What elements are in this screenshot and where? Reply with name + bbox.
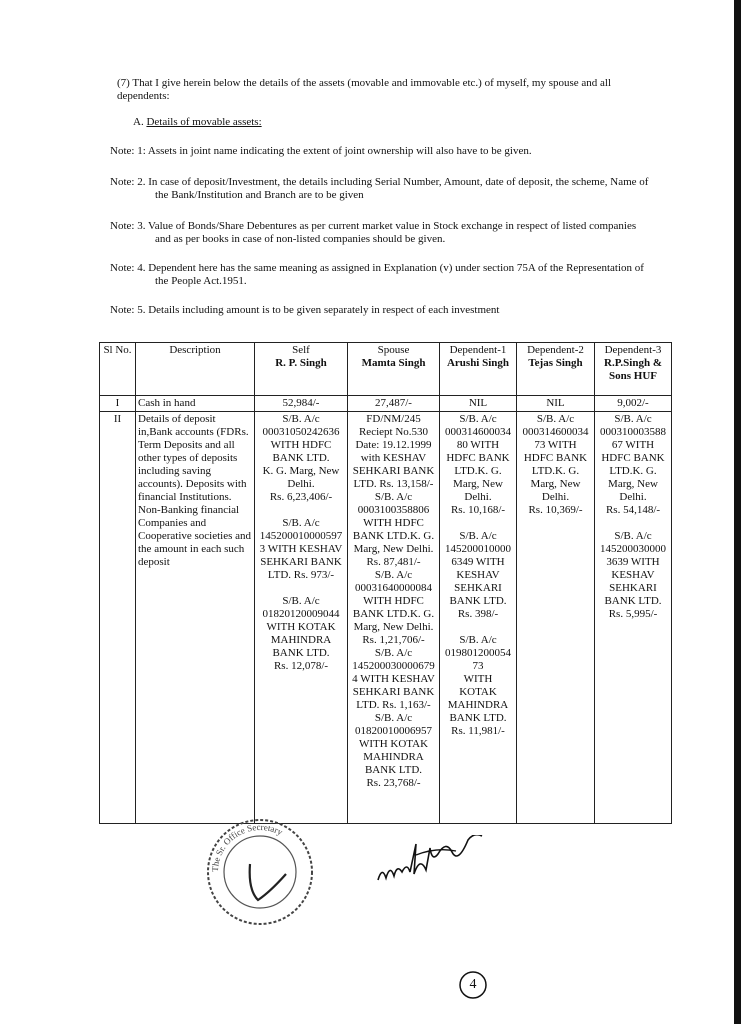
header-d1-name: Arushi Singh (446, 357, 510, 369)
note-2: Note: 2. In case of deposit/Investment, the details including Serial Number, Amount, date of deposit, the scheme, Name of the Bank/Institution and Branch are to be given (110, 176, 649, 201)
movable-assets-table (99, 342, 672, 824)
row2-dependent-3: S/B. A/c 000310003588 67 WITH HDFC BANK LTD.K. G. Marg, New Delhi. Rs. 54,148/- S/B. A/c 145200030000 3639 WITH KESHAV SEHKARI BANK LTD. Rs. 5,995/- (595, 412, 672, 824)
note-4: Note: 4. Dependent here has the same meaning as assigned in Explanation (v) under section 75A of the Representation of the People Act.1951. (110, 262, 644, 287)
svg-text:The Sr. Office Secretary (210, 822, 285, 872)
section-a-heading (133, 116, 262, 129)
row1-description: Cash in hand (136, 396, 255, 412)
page-number (458, 970, 488, 1000)
row1-dependent-1: NIL (440, 396, 517, 412)
header-dependent-3 (595, 343, 672, 396)
header-self (255, 343, 348, 396)
section-a-prefix: A. (133, 116, 147, 128)
row2-sl: II (100, 412, 136, 824)
row1-dependent-2: NIL (517, 396, 595, 412)
row2-description: Details of deposit in,Bank accounts (FDRs. Term Deposits and all other types of deposits including saving accounts). Deposits with financial Institutions. Non-Banking financial Companies and Cooperative societies and the amount in each such deposit (136, 412, 255, 824)
header-sl: Sl No. (100, 343, 136, 396)
handwritten-signature (376, 835, 496, 895)
header-d2-name: Tejas Singh (528, 357, 583, 369)
page-number-text: 4 (469, 977, 477, 992)
header-d1-label: Dependent-1 (449, 344, 507, 356)
header-description: Description (136, 343, 255, 396)
header-self-name: R. P. Singh (275, 357, 327, 369)
header-spouse-name: Mamta Singh (361, 357, 426, 369)
row1-self: 52,984/- (255, 396, 348, 412)
header-dependent-2 (517, 343, 595, 396)
header-d2-label: Dependent-2 (527, 344, 584, 356)
note-1: Note: 1: Assets in joint name indicating the extent of joint ownership will also have to be given. (110, 145, 532, 157)
header-d3-label: Dependent-3 (604, 344, 662, 356)
header-dependent-1 (440, 343, 517, 396)
row1-dependent-3: 9,002/- (595, 396, 672, 412)
row1-spouse: 27,487/- (348, 396, 440, 412)
table-header-row (100, 343, 672, 396)
row2-spouse: FD/NM/245 Reciept No.530 Date: 19.12.1999 with KESHAV SEHKARI BANK LTD. Rs. 13,158/- S/B. A/c 0003100358806 WITH HDFC BANK LTD.K. G. Marg, New Delhi. Rs. 87,481/- S/B. A/c 00031640000084 WITH HDFC BANK LTD.K. G. Marg, New Delhi. Rs. 1,21,706/- S/B. A/c 145200030000679 4 WITH KESHAV SEHKARI BANK LTD. Rs. 1,163/- S/B. A/c 01820010006957 WITH KOTAK MAHINDRA BANK LTD. Rs. 23,768/- (348, 412, 440, 824)
scan-edge (734, 0, 741, 1024)
header-spouse (348, 343, 440, 396)
note-3: Note: 3. Value of Bonds/Share Debentures as per current market value in Stock exchange in respect of listed companies and as per books in case of non-listed companies should be given. (110, 220, 637, 245)
header-d3-name: R.P.Singh & Sons HUF (604, 357, 662, 382)
note-5: Note: 5. Details including amount is to be given separately in respect of each investment (110, 304, 500, 316)
header-spouse-label: Spouse (377, 344, 410, 356)
official-seal-stamp (200, 812, 320, 927)
section-a-title: Details of movable assets: (146, 116, 262, 128)
row2-dependent-2: S/B. A/c 000314600034 73 WITH HDFC BANK LTD.K. G. Marg, New Delhi. Rs. 10,369/- (517, 412, 595, 824)
intro-paragraph: (7) That I give herein below the details of the assets (movable and immovable etc.) of myself, my spouse and all dependents: (117, 77, 612, 102)
seal-text: The Sr. Office Secretary (209, 821, 285, 873)
row2-self: S/B. A/c 00031050242636 WITH HDFC BANK LTD. K. G. Marg, New Delhi. Rs. 6,23,406/- S/B. A/c 145200010000597 3 WITH KESHAV SEHKARI BANK LTD. Rs. 973/- S/B. A/c 01820120009044 WITH KOTAK MAHINDRA BANK LTD. Rs. 12,078/- (255, 412, 348, 824)
header-self-label: Self (292, 344, 310, 356)
table-row (100, 412, 672, 824)
table-row (100, 396, 672, 412)
row1-sl: I (100, 396, 136, 412)
row2-dependent-1: S/B. A/c 000314600034 80 WITH HDFC BANK LTD.K. G. Marg, New Delhi. Rs. 10,168/- S/B. A/c 145200010000 6349 WITH KESHAV SEHKARI BANK LTD. Rs. 398/- S/B. A/c 019801200054 73 WITH KOTAK MAHINDRA BANK LTD. Rs. 11,981/- (440, 412, 517, 824)
